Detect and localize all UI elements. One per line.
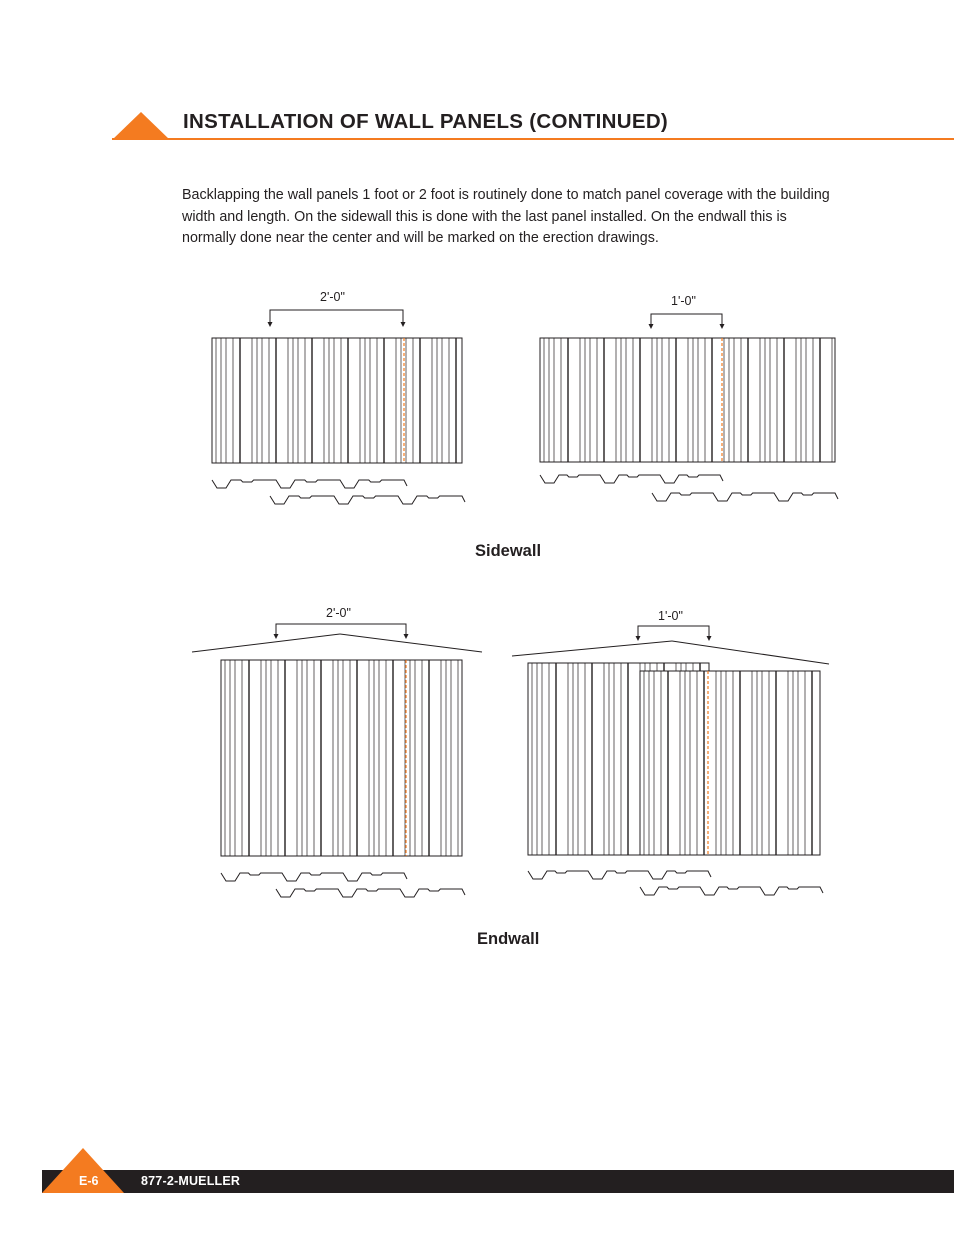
panel-group xyxy=(212,338,462,463)
dimension-label: 2'-0" xyxy=(326,606,351,620)
panel-profile xyxy=(270,496,465,504)
page-title: INSTALLATION OF WALL PANELS (CONTINUED) xyxy=(183,110,669,133)
dimension-bracket xyxy=(649,314,725,329)
panel-group xyxy=(221,660,462,856)
panel-profile xyxy=(652,493,838,501)
dimension-label: 1'-0" xyxy=(671,294,696,308)
dimension-label: 2'-0" xyxy=(320,290,345,304)
panel-profile xyxy=(212,480,407,488)
panel-profile xyxy=(540,475,723,483)
panel-group xyxy=(640,671,820,855)
sidewall-1ft-diagram xyxy=(540,294,838,501)
panel-profile xyxy=(528,871,711,879)
endwall-2ft-diagram xyxy=(192,606,482,897)
endwall-caption: Endwall xyxy=(477,930,540,948)
intro-paragraph: Backlapping the wall panels 1 foot or 2 foot is routinely done to match panel coverage with the building width and length. On the sidewall this is done with the last panel installed. On the endwall this is normally done near the center and will be marked on the erection drawings. xyxy=(182,187,830,246)
dimension-bracket xyxy=(636,626,712,641)
page-number: E-6 xyxy=(79,1174,99,1188)
sidewall-2ft-diagram xyxy=(212,290,465,504)
panel-profile xyxy=(276,889,465,897)
panel-profile xyxy=(221,873,407,881)
endwall-1ft-diagram xyxy=(512,609,829,895)
dimension-label: 1'-0" xyxy=(658,609,683,623)
panel-profile xyxy=(640,887,823,895)
dimension-bracket xyxy=(274,624,409,639)
footer-phone: 877-2-MUELLER xyxy=(141,1174,241,1188)
sidewall-caption: Sidewall xyxy=(475,542,542,560)
dimension-bracket xyxy=(268,310,406,327)
panel-group xyxy=(540,338,835,462)
